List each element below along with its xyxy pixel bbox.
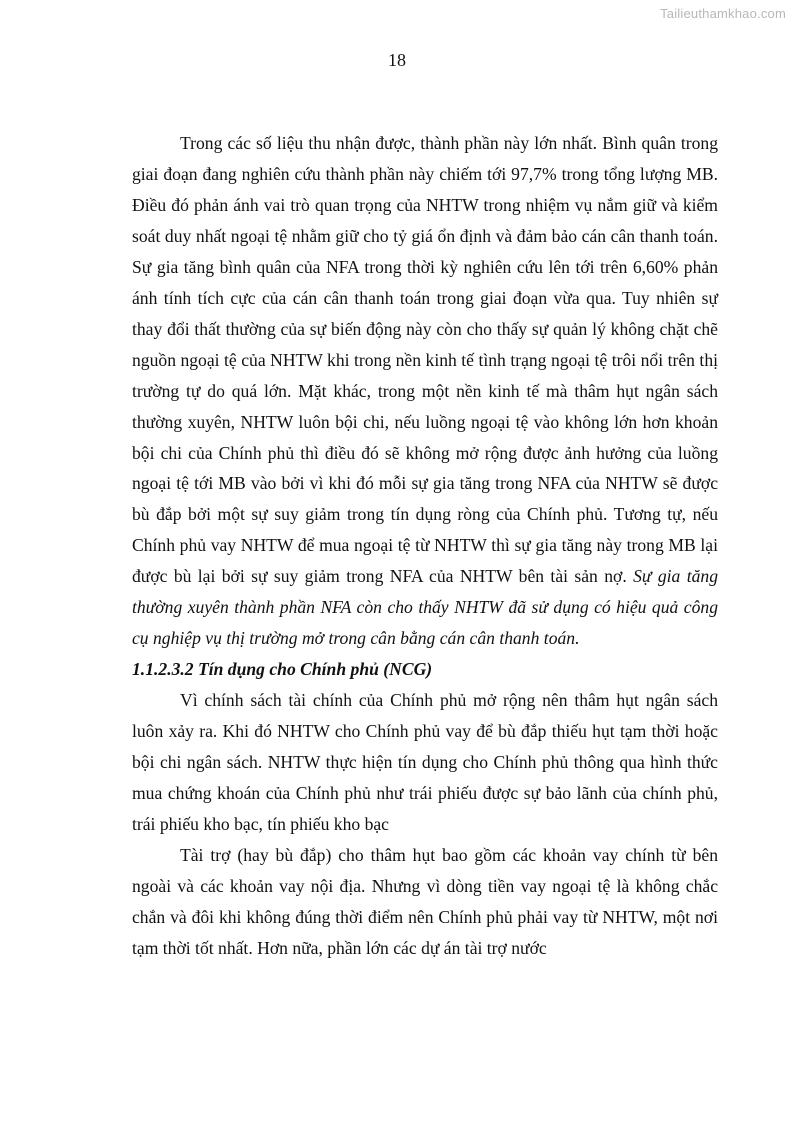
document-body: [132, 128, 718, 964]
paragraph-2: Vì chính sách tài chính của Chính phủ mở rộng nên thâm hụt ngân sách luôn xảy ra. Khi đó NHTW cho Chính phủ vay để bù đắp thiếu hụt tạm thời hoặc bội chi ngân sách. NHTW thực hiện tín dụng cho Chính phủ thông qua hình thức mua chứng khoán của Chính phủ như trái phiếu được sự bảo lãnh của chính phủ, trái phiếu kho bạc, tín phiếu kho bạc: [132, 690, 718, 834]
watermark: Tailieuthamkhao.com: [660, 6, 786, 21]
paragraph-3: Tài trợ (hay bù đắp) cho thâm hụt bao gồm các khoản vay chính từ bên ngoài và các khoản vay nội địa. Nhưng vì dòng tiền vay ngoại tệ là không chắc chắn và đôi khi không đúng thời điểm nên Chính phủ phải vay từ NHTW, một nơi tạm thời tốt nhất. Hơn nữa, phần lớn các dự án tài trợ nước: [132, 844, 718, 958]
page-number: 18: [388, 50, 406, 70]
paragraph-1-text: Trong các số liệu thu nhận được, thành phần này lớn nhất. Bình quân trong giai đoạn đang nghiên cứu thành phần này chiếm tới 97,7% trong tổng lượng MB. Điều đó phản ánh vai trò quan trọng của NHTW trong nhiệm vụ nắm giữ và kiểm soát duy nhất ngoại tệ nhằm giữ cho tỷ giá ổn định và đảm bảo cán cân thanh toán. Sự gia tăng bình quân của NFA trong thời kỳ nghiên cứu lên tới trên 6,60% phản ánh tính tích cực của cán cân thanh toán trong giai đoạn vừa qua. Tuy nhiên sự thay đổi thất thường của sự biến động này còn cho thấy sự quản lý không chặt chẽ nguồn ngoại tệ của NHTW khi trong nền kinh tế tình trạng ngoại tệ trôi nổi trên thị trường tự do quá lớn. Mặt khác, trong một nền kinh tế mà thâm hụt ngân sách thường xuyên, NHTW luôn bội chi, nếu luồng ngoại tệ vào không lớn hơn khoản bội chi của Chính phủ thì điều đó sẽ không mở rộng được ảnh hưởng của luồng ngoại tệ tới MB vào bởi vì khi đó mỗi sự gia tăng trong NFA của NHTW sẽ được bù đắp bởi một sự suy giảm trong tín dụng ròng của Chính phủ. Tương tự, nếu Chính phủ vay NHTW để mua ngoại tệ từ NHTW thì sự gia tăng này trong MB lại được bù lại bởi sự suy giảm trong NFA của NHTW bên tài sản nợ.: [132, 133, 718, 587]
section-heading: 1.1.2.3.2 Tín dụng cho Chính phủ (NCG): [132, 659, 433, 680]
paragraph-1: [132, 128, 718, 654]
paragraph-1-italic-conclusion: Sự gia tăng thường xuyên thành phần NFA còn cho thấy NHTW đã sử dụng có hiệu quả công cụ nghiệp vụ thị trường mở trong cân bằng cán cân thanh toán.: [132, 566, 718, 649]
